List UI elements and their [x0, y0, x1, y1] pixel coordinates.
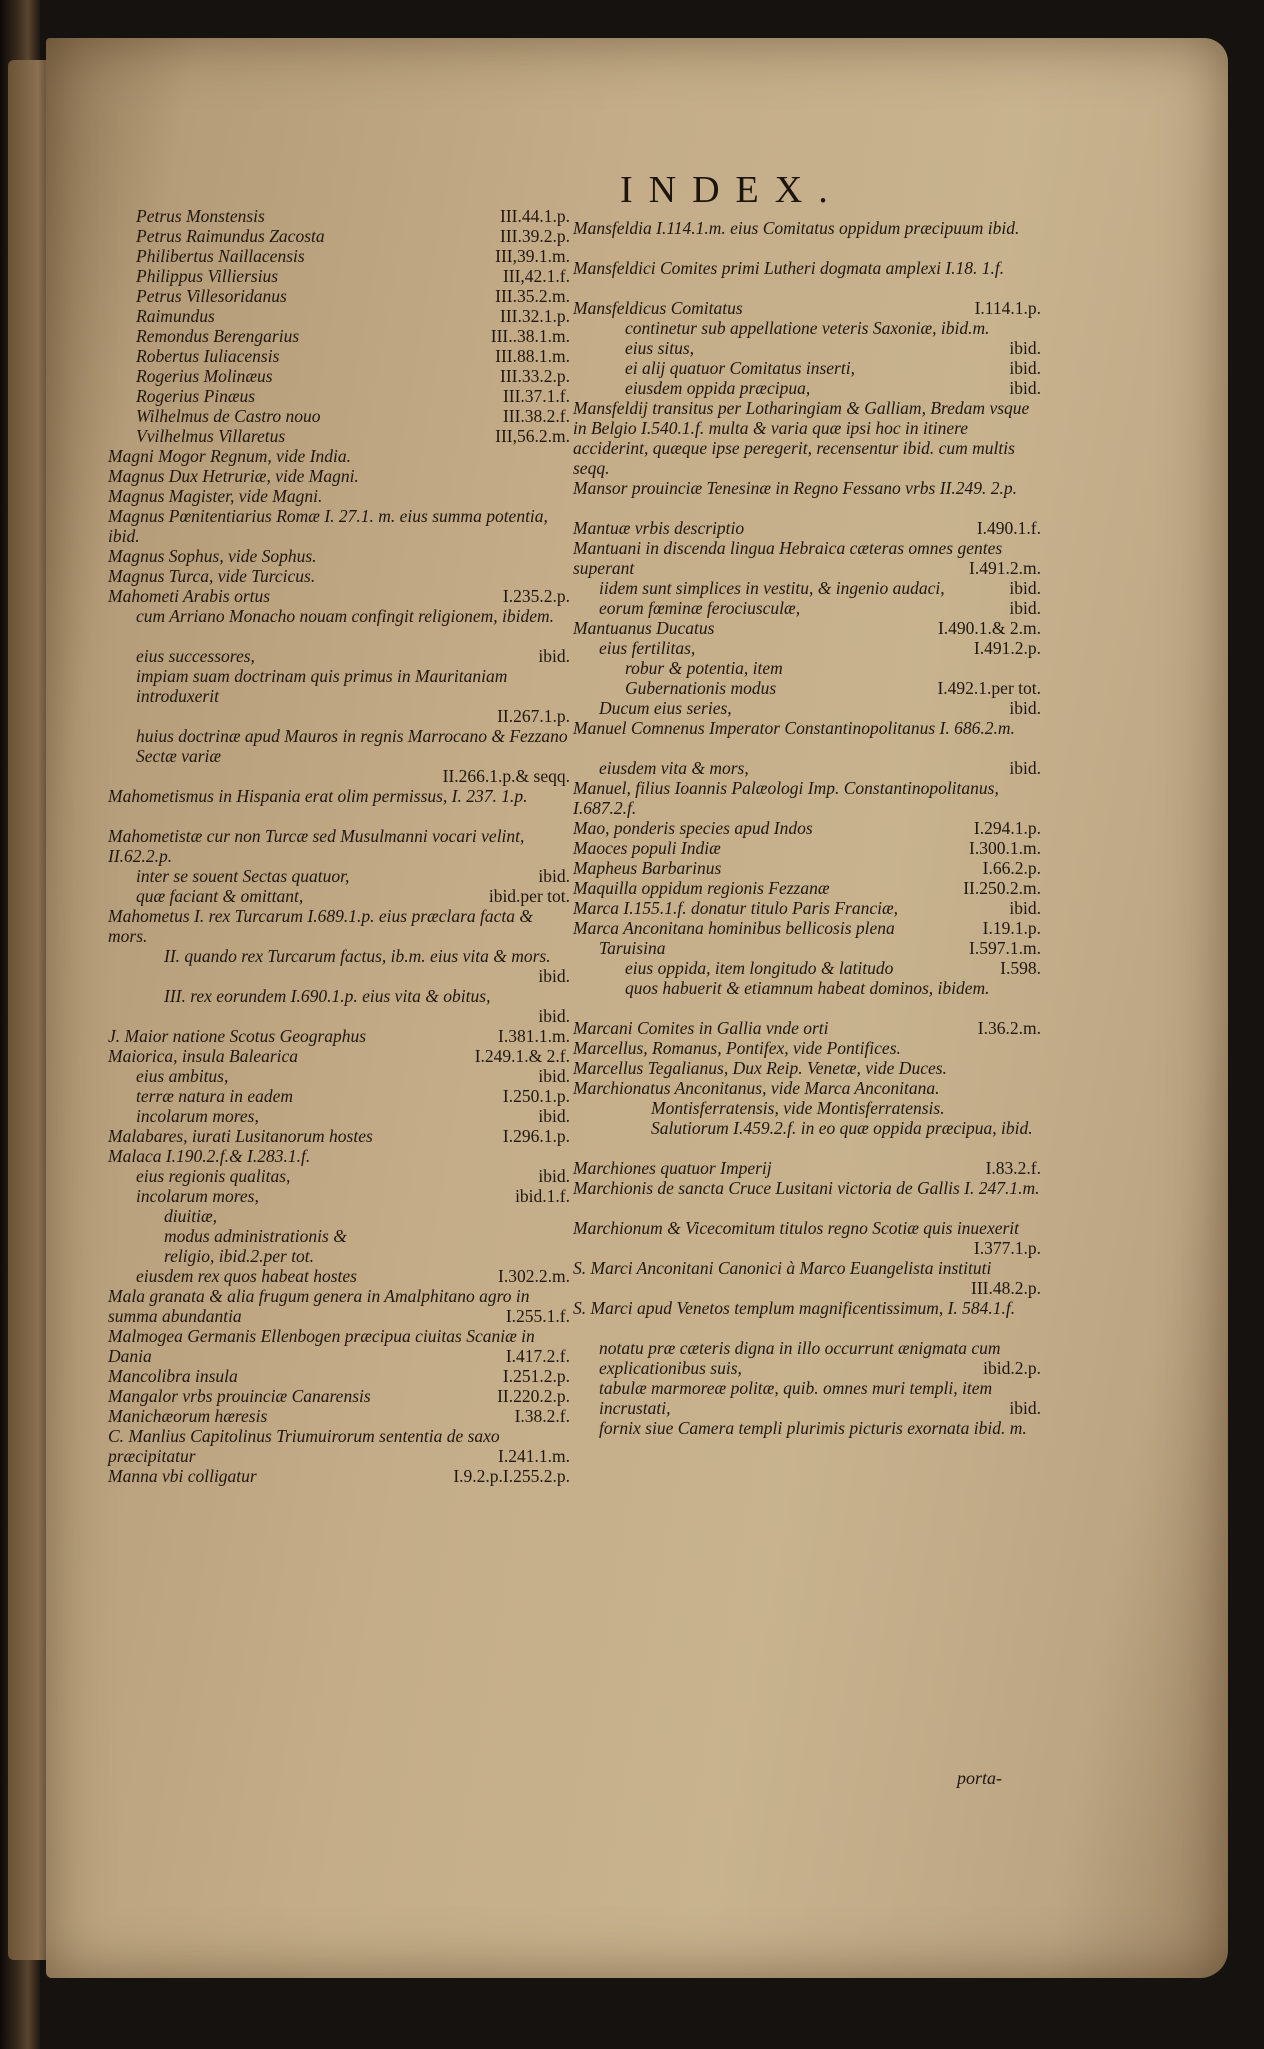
entry-reference: ibid. — [538, 966, 570, 986]
index-entry — [573, 298, 1041, 318]
entry-text: Robertus Iuliacensis — [136, 346, 280, 366]
entry-reference: I.294.1.p. — [973, 818, 1041, 838]
entry-text: eiusdem oppida præcipua, — [625, 378, 811, 398]
index-entry — [573, 818, 1041, 838]
entry-text: notatu præ cæteris digna in illo occurrunt ænigmata cum explicationibus suis, — [599, 1338, 1001, 1378]
entry-text: Maiorica, insula Balearica — [108, 1046, 299, 1066]
index-entry — [108, 1126, 570, 1146]
entry-text: Mala granata & alia frugum genera in Amalphitano agro in summa abundantia — [108, 1286, 530, 1326]
entry-reference: II.267.1.p. — [497, 706, 570, 726]
index-entry — [573, 218, 1041, 258]
entry-text: Raimundus — [136, 306, 215, 326]
entry-text: Magnus Pœnitentiarius Romæ I. 27.1. m. eius summa potentia, ibid. — [108, 506, 548, 546]
entry-reference: I.490.1.f. — [976, 518, 1041, 538]
entry-text: Mantuæ vrbis descriptio — [573, 518, 745, 538]
index-entry — [573, 898, 1041, 918]
index-entry — [108, 1386, 570, 1406]
entry-reference: I.83.2.f. — [985, 1158, 1041, 1178]
index-entry — [573, 658, 1041, 678]
index-entry — [108, 1186, 570, 1206]
entry-text: religio, ibid.2.per tot. — [164, 1246, 315, 1266]
entry-reference: ibid.per tot. — [488, 886, 570, 906]
entry-text: eiusdem vita & mors, — [599, 758, 749, 778]
entry-reference: III..38.1.m. — [490, 326, 570, 346]
entry-text: Mansfeldicus Comitatus — [573, 298, 743, 318]
index-entry — [108, 666, 570, 706]
entry-text: Manna vbi colligatur — [108, 1466, 257, 1486]
entry-text: Magni Mogor Regnum, vide India. — [108, 446, 352, 466]
index-entry — [108, 1286, 570, 1326]
entry-reference: III.39.2.p. — [500, 226, 570, 246]
index-entry — [573, 958, 1041, 978]
entry-text: robur & potentia, item — [625, 658, 783, 678]
index-entry — [108, 406, 570, 426]
entry-text: S. Marci apud Venetos templum magnificentissimum, I. 584.1.f. — [573, 1298, 1016, 1318]
index-entry — [108, 306, 570, 326]
index-entry — [108, 706, 570, 726]
entry-reference: ibid. — [1009, 698, 1041, 718]
entry-text: Mahometismus in Hispania erat olim permissus, I. 237. 1.p. — [108, 786, 528, 806]
index-entry — [108, 1366, 570, 1386]
index-entry — [573, 1418, 1041, 1458]
entry-text: iidem sunt simplices in vestitu, & ingenio audaci, — [599, 578, 945, 598]
index-entry — [573, 1338, 1041, 1378]
entry-text: Magnus Dux Hetruriæ, vide Magni. — [108, 466, 359, 486]
catchword: porta- — [957, 1768, 1002, 1788]
entry-reference: I.36.2.m. — [977, 1018, 1041, 1038]
entry-text: eorum fœminæ ferociusculæ, — [599, 598, 801, 618]
entry-reference: III.37.1.f. — [502, 386, 570, 406]
index-entry — [573, 1298, 1041, 1338]
index-entry — [108, 906, 570, 946]
entry-reference: II.250.2.m. — [963, 878, 1041, 898]
entry-text: Rogerius Pinæus — [136, 386, 256, 406]
entry-text: impiam suam doctrinam quis primus in Mauritaniam introduxerit — [136, 666, 508, 706]
entry-text: Ducum eius series, — [599, 698, 732, 718]
entry-text: Mansfeldici Comites primi Lutheri dogmata amplexi I.18. 1.f. — [573, 258, 1005, 278]
entry-reference: III,56.2.m. — [495, 426, 570, 446]
entry-text: continetur sub appellatione veteris Saxoniæ, ibid.m. — [625, 318, 990, 338]
entry-reference: ibid.1.f. — [515, 1186, 570, 1206]
entry-text: Marcellus Tegalianus, Dux Reip. Venetæ, vide Duces. — [573, 1058, 947, 1078]
index-entry — [573, 1018, 1041, 1038]
index-entry — [108, 1206, 570, 1226]
entry-text: Wilhelmus de Castro nouo — [136, 406, 321, 426]
entry-text: Marchionatus Anconitanus, vide Marca Anconitana. — [573, 1078, 940, 1098]
entry-reference: I.490.1.& 2.m. — [937, 618, 1041, 638]
index-entry — [108, 326, 570, 346]
index-entry — [573, 318, 1041, 338]
entry-text: eius oppida, item longitudo & latitudo — [625, 958, 894, 978]
index-entry — [108, 766, 570, 786]
index-entry — [108, 786, 570, 826]
index-entry — [573, 1218, 1041, 1258]
index-entry — [108, 426, 570, 446]
index-entry — [573, 678, 1041, 698]
index-entry — [108, 566, 570, 586]
index-entry — [108, 1106, 570, 1126]
entry-reference: ibid. — [538, 646, 570, 666]
index-entry — [573, 1038, 1041, 1058]
entry-text: cum Arriano Monacho nouam confingit religionem, ibidem. — [136, 606, 555, 626]
entry-text: Maoces populi Indiæ — [573, 838, 721, 858]
entry-text: Marchiones quatuor Imperij — [573, 1158, 772, 1178]
index-column-left — [108, 206, 570, 1486]
index-entry — [108, 946, 570, 986]
index-entry — [108, 886, 570, 906]
index-entry — [108, 1026, 570, 1046]
entry-reference: I.296.1.p. — [502, 1126, 570, 1146]
entry-text: eius situs, — [625, 338, 695, 358]
entry-text: Taruisina — [599, 938, 666, 958]
entry-reference: ibid. — [1009, 578, 1041, 598]
entry-reference: ibid. — [1009, 898, 1041, 918]
index-entry — [108, 1266, 570, 1286]
entry-reference: III.88.1.m. — [495, 346, 570, 366]
entry-text: tabulæ marmoreæ politæ, quib. omnes muri templi, item incrustati, — [599, 1378, 993, 1418]
entry-text: Mao, ponderis species apud Indos — [573, 818, 813, 838]
entry-text: Marca I.155.1.f. donatur titulo Paris Franciæ, — [573, 898, 899, 918]
entry-reference: I.241.1.m. — [498, 1446, 570, 1466]
index-entry — [573, 1178, 1041, 1218]
entry-reference: ibid. — [1009, 598, 1041, 618]
entry-text: Marca Anconitana hominibus bellicosis plena — [573, 918, 895, 938]
index-entry — [108, 1406, 570, 1426]
entry-text: Marchionum & Vicecomitum titulos regno Scotiæ quis inuexerit — [573, 1218, 1020, 1238]
entry-text: Mapheus Barbarinus — [573, 858, 722, 878]
index-entry — [108, 866, 570, 886]
entry-text: Marchionis de sancta Cruce Lusitani victoria de Gallis I. 247.1.m. — [573, 1178, 1040, 1198]
entry-text: terræ natura in eadem — [136, 1086, 294, 1106]
entry-reference: I.491.2.p. — [973, 638, 1041, 658]
entry-text: incolarum mores, — [136, 1106, 259, 1126]
entry-reference: I.417.2.f. — [505, 1346, 570, 1366]
index-entry — [108, 726, 570, 766]
entry-text: Mansfeldij transitus per Lotharingiam & Galliam, Bredam vsque in Belgio I.540.1.f. multa & varia quæ ipsi hoc in itinere acciderint, quæque ipse peregerit, recensentur ibid. cum multis seqq. — [573, 398, 1030, 478]
entry-text: S. Marci Anconitani Canonici à Marco Euangelista instituti — [573, 1258, 992, 1278]
entry-reference: I.251.2.p. — [502, 1366, 570, 1386]
index-entry — [108, 506, 570, 546]
entry-text: Petrus Monstensis — [136, 206, 265, 226]
index-entry — [108, 1066, 570, 1086]
index-entry — [108, 1246, 570, 1266]
entry-text: III. rex eorundem I.690.1.p. eius vita & obitus, — [164, 986, 491, 1006]
entry-text: Mantuani in discenda lingua Hebraica cæteras omnes gentes superant — [573, 538, 1003, 578]
index-entry — [108, 1426, 570, 1466]
entry-text: Mansor prouinciæ Tenesinæ in Regno Fessano vrbs II.249. 2.p. — [573, 478, 1017, 498]
entry-text: ei alij quatuor Comitatus inserti, — [625, 358, 855, 378]
entry-text: Petrus Raimundus Zacosta — [136, 226, 325, 246]
entry-reference: ibid. — [538, 866, 570, 886]
entry-reference: II.220.2.p. — [497, 1386, 570, 1406]
entry-reference: I.377.1.p. — [973, 1238, 1041, 1258]
entry-text: Philippus Villiersius — [136, 266, 279, 286]
entry-reference: III.48.2.p. — [971, 1278, 1041, 1298]
index-entry — [573, 938, 1041, 958]
entry-reference: I.235.2.p. — [502, 586, 570, 606]
index-entry — [573, 758, 1041, 778]
entry-text: Mantuanus Ducatus — [573, 618, 715, 638]
index-entry — [573, 698, 1041, 718]
entry-text: Philibertus Naillacensis — [136, 246, 305, 266]
entry-reference: I.9.2.p.I.255.2.p. — [453, 1466, 570, 1486]
entry-text: Mansfeldia I.114.1.m. eius Comitatus oppidum præcipuum ibid. — [573, 218, 1020, 238]
entry-text: fornix siue Camera templi plurimis picturis exornata ibid. m. — [599, 1418, 1027, 1438]
entry-text: diuitiæ, — [164, 1206, 217, 1226]
entry-reference: I.598. — [1000, 958, 1041, 978]
entry-reference: ibid. — [538, 1106, 570, 1126]
entry-text: Manuel, filius Ioannis Palæologi Imp. Constantinopolitanus, I.687.2.f. — [573, 778, 999, 818]
entry-text: Maquilla oppidum regionis Fezzanæ — [573, 878, 830, 898]
index-entry — [108, 1226, 570, 1246]
index-entry — [108, 986, 570, 1026]
entry-reference: ibid. — [1009, 358, 1041, 378]
index-entry — [108, 1146, 570, 1166]
index-entry — [573, 1158, 1041, 1178]
entry-reference: II.266.1.p.& seqq. — [442, 766, 570, 786]
index-entry — [573, 338, 1041, 358]
entry-text: eius regionis qualitas, — [136, 1166, 291, 1186]
index-entry — [573, 778, 1041, 818]
entry-text: eius ambitus, — [136, 1066, 229, 1086]
index-entry — [573, 358, 1041, 378]
entry-text: Marcellus, Romanus, Pontifex, vide Pontifices. — [573, 1038, 901, 1058]
entry-reference: ibid. — [1009, 1398, 1041, 1418]
index-entry — [108, 286, 570, 306]
entry-reference: I.19.1.p. — [982, 918, 1041, 938]
entry-text: Manichæorum hæresis — [108, 1406, 268, 1426]
entry-text: Gubernationis modus — [625, 678, 777, 698]
entry-text: Montisferratensis, vide Montisferratensis. — [651, 1098, 945, 1118]
entry-reference: ibid. — [1009, 338, 1041, 358]
entry-reference: I.492.1.per tot. — [937, 678, 1041, 698]
entry-reference: III.33.2.p. — [500, 366, 570, 386]
entry-reference: ibid. — [538, 1166, 570, 1186]
entry-reference: III,42.1.f. — [502, 266, 570, 286]
index-entry — [573, 518, 1041, 538]
index-entry — [573, 1378, 1041, 1418]
entry-text: Petrus Villesoridanus — [136, 286, 287, 306]
entry-text: Magnus Sophus, vide Sophus. — [108, 546, 317, 566]
index-entry — [108, 366, 570, 386]
index-entry — [108, 206, 570, 226]
entry-text: J. Maior natione Scotus Geographus — [108, 1026, 367, 1046]
entry-reference: I.38.2.f. — [514, 1406, 570, 1426]
entry-text: Mangalor vrbs prouinciæ Canarensis — [108, 1386, 371, 1406]
entry-text: C. Manlius Capitolinus Triumuirorum sententia de saxo præcipitatur — [108, 1426, 500, 1466]
index-entry — [573, 858, 1041, 878]
index-entry — [108, 606, 570, 646]
entry-text: Vvilhelmus Villaretus — [136, 426, 286, 446]
index-entry — [108, 1326, 570, 1366]
entry-reference: ibid. — [538, 1066, 570, 1086]
entry-text: Mahometistæ cur non Turcæ sed Musulmanni vocari velint, II.62.2.p. — [108, 826, 525, 866]
index-entry — [573, 978, 1041, 1018]
index-entry — [573, 258, 1041, 298]
entry-text: inter se souent Sectas quatuor, — [136, 866, 350, 886]
entry-reference: I.491.2.m. — [969, 558, 1041, 578]
index-entry — [108, 266, 570, 286]
index-entry — [573, 578, 1041, 598]
index-entry — [573, 398, 1041, 478]
entry-reference: I.302.2.m. — [498, 1266, 570, 1286]
entry-reference: I.597.1.m. — [969, 938, 1041, 958]
entry-reference: I.300.1.m. — [969, 838, 1041, 858]
entry-text: huius doctrinæ apud Mauros in regnis Marrocano & Fezzano Sectæ variæ — [136, 726, 568, 766]
entry-reference: III.44.1.p. — [500, 206, 570, 226]
index-entry — [108, 446, 570, 466]
index-entry — [573, 718, 1041, 758]
index-entry — [108, 246, 570, 266]
index-entry — [573, 1258, 1041, 1298]
index-entry — [108, 546, 570, 566]
index-entry — [573, 598, 1041, 618]
index-entry — [108, 1086, 570, 1106]
entry-text: Magnus Magister, vide Magni. — [108, 486, 323, 506]
index-entry — [573, 878, 1041, 898]
entry-reference: I.66.2.p. — [982, 858, 1041, 878]
entry-reference: III.32.1.p. — [500, 306, 570, 326]
entry-text: Magnus Turca, vide Turcicus. — [108, 566, 316, 586]
index-entry — [573, 618, 1041, 638]
index-entry — [573, 638, 1041, 658]
index-entry — [573, 378, 1041, 398]
index-column-right — [573, 218, 1041, 1458]
entry-reference: III,39.1.m. — [495, 246, 570, 266]
index-entry — [108, 226, 570, 246]
entry-reference: I.255.1.f. — [505, 1306, 570, 1326]
entry-text: quos habuerit & etiamnum habeat dominos, ibidem. — [625, 978, 990, 998]
index-entry — [573, 538, 1041, 578]
entry-text: Rogerius Molinæus — [136, 366, 273, 386]
entry-reference: III.35.2.m. — [495, 286, 570, 306]
index-entry — [108, 1466, 570, 1486]
index-entry — [573, 1098, 1041, 1118]
entry-text: Salutiorum I.459.2.f. in eo quæ oppida præcipua, ibid. — [651, 1118, 1033, 1138]
entry-text: II. quando rex Turcarum factus, ib.m. eius vita & mors. — [164, 946, 551, 966]
index-entry — [108, 826, 570, 866]
index-entry — [108, 386, 570, 406]
entry-text: Malabares, iurati Lusitanorum hostes — [108, 1126, 373, 1146]
index-entry — [573, 1118, 1041, 1158]
entry-text: eiusdem rex quos habeat hostes — [136, 1266, 357, 1286]
entry-text: Manuel Comnenus Imperator Constantinopolitanus I. 686.2.m. — [573, 718, 1015, 738]
entry-text: Marcani Comites in Gallia vnde orti — [573, 1018, 829, 1038]
entry-reference: I.250.1.p. — [502, 1086, 570, 1106]
entry-reference: ibid. — [1009, 378, 1041, 398]
index-entry — [573, 1058, 1041, 1078]
entry-reference: ibid. — [538, 1006, 570, 1026]
entry-text: Malaca I.190.2.f.& I.283.1.f. — [108, 1146, 311, 1166]
index-entry — [573, 918, 1041, 938]
entry-text: quæ faciant & omittant, — [136, 886, 304, 906]
index-entry — [108, 466, 570, 486]
entry-reference: ibid.2.p. — [983, 1358, 1041, 1378]
index-entry — [108, 1046, 570, 1066]
entry-text: modus administrationis & — [164, 1226, 347, 1246]
entry-text: incolarum mores, — [136, 1186, 259, 1206]
entry-text: Malmogea Germanis Ellenbogen præcipua ciuitas Scaniæ in Dania — [108, 1326, 535, 1366]
entry-text: Remondus Berengarius — [136, 326, 300, 346]
entry-reference: ibid. — [1009, 758, 1041, 778]
index-entry — [108, 346, 570, 366]
entry-reference: I.381.1.m. — [498, 1026, 570, 1046]
index-entry — [108, 1166, 570, 1186]
entry-text: eius successores, — [136, 646, 255, 666]
entry-text: eius fertilitas, — [599, 638, 696, 658]
index-entry — [573, 1078, 1041, 1098]
entry-reference: I.114.1.p. — [974, 298, 1041, 318]
page-header: INDEX. — [620, 169, 844, 211]
index-entry — [573, 838, 1041, 858]
entry-text: Mahometi Arabis ortus — [108, 586, 271, 606]
entry-text: Mahometus I. rex Turcarum I.689.1.p. eius præclara facta & mors. — [108, 906, 533, 946]
entry-text: Mancolibra insula — [108, 1366, 238, 1386]
index-entry — [108, 646, 570, 666]
index-entry — [108, 486, 570, 506]
index-entry — [573, 478, 1041, 518]
index-entry — [108, 586, 570, 606]
entry-reference: I.249.1.& 2.f. — [474, 1046, 570, 1066]
entry-reference: III.38.2.f. — [502, 406, 570, 426]
